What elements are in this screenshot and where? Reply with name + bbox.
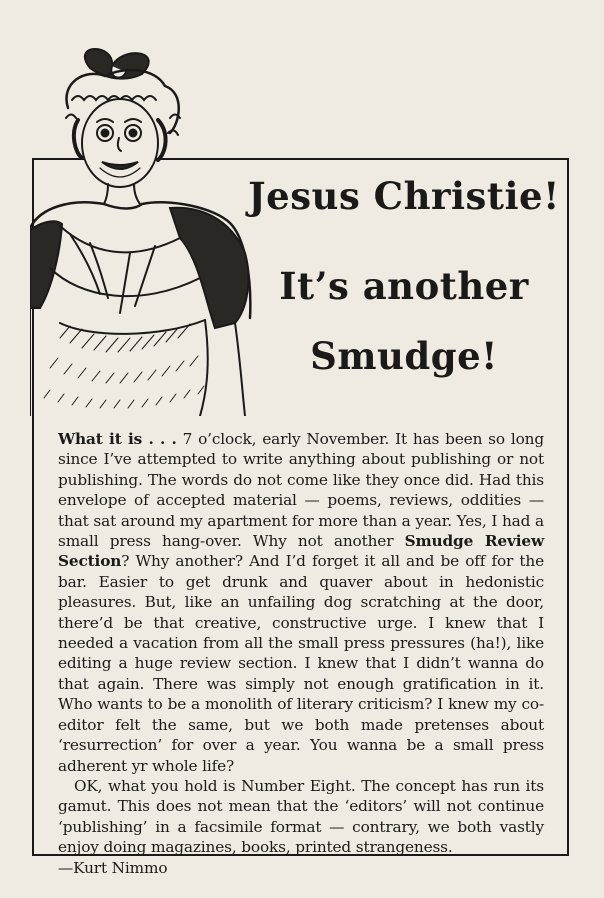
smudge-review-section-term: Smudge Review Section [58,532,544,571]
paragraph-1-text-b: ? Why another? And I’d forget it all and be off for the bar. Easier to get drunk and quaver about in hedonistic pleasures. But, like an unfailing dog scratching at the door, there’d be that creative, constructive urge. I knew that I needed a vacation from all the small press pressures (ha!), like editing a huge review section. I knew that I didn’t wanna do that again. There was simply not enough gratification in it. Who wants to be a monolith of literary criticism? I knew my co-editor felt the same, but we both made pretenses about ‘resurrection’ for over a year. You wanna be a small press adherent yr whole life? [58,552,544,775]
headline-line-2: It’s another [279,264,529,308]
woman-illustration-icon [30,38,252,416]
lead-in: What it is . . . [58,430,177,448]
article-body [58,429,544,878]
headline-line-3: Smudge! [310,334,498,378]
article-paragraph-1 [58,429,544,776]
article-paragraph-2: OK, what you hold is Number Eight. The concept has run its gamut. This does not mean that the ‘editors’ will not continue ‘publishing’ in a facsimile format — contrary, we both vastly enjoy doing magazines, books, printed strangeness. [58,776,544,857]
author-signature: —Kurt Nimmo [58,858,168,877]
paragraph-1-text-a: 7 o’clock, early November. It has been so long since I’ve attempted to write anything about publishing or not publishing. The words do not come like they once did. Had this envelope of accepted material — poems, reviews, oddities — that sat around my apartment for more than a year. Yes, I had a small press hang-over. Why not another [58,430,544,551]
headline-line-1: Jesus Christie! [248,174,560,218]
